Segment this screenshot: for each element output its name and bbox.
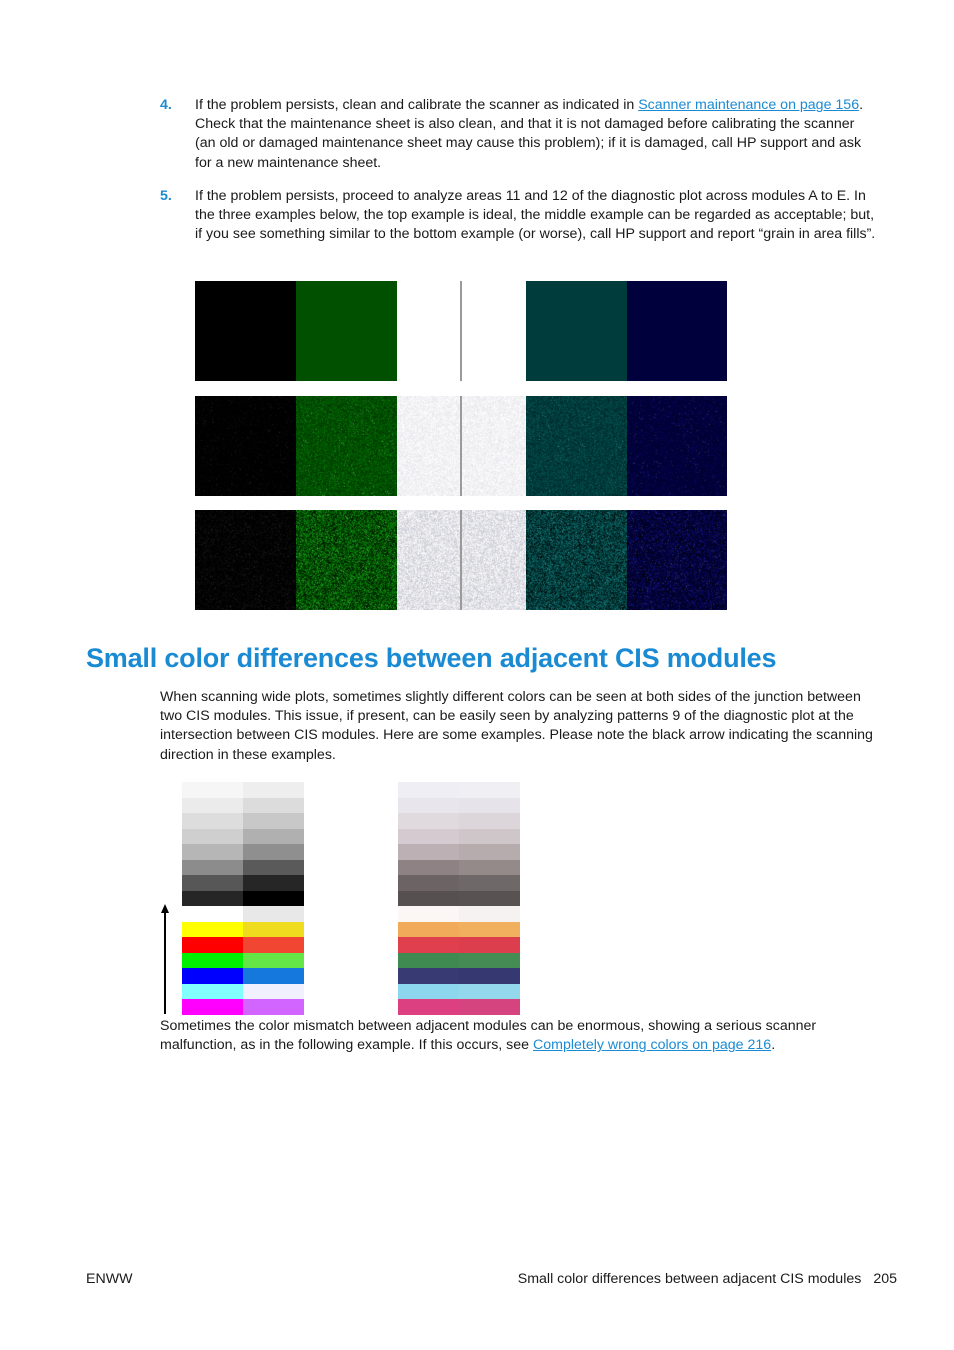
step-text-end: . Check that the maintenance sheet is also clean, and that it is not damaged before calibrating the scanner (an old or damaged maintenance sheet may cause this problem); if it is damaged, call HP support and ask for a new maintenance sheet.: [195, 97, 864, 171]
color-patch: [182, 906, 243, 922]
color-patch: [182, 782, 243, 798]
scan-direction-arrow-icon: [160, 904, 170, 1014]
grain-square: [397, 510, 461, 610]
outro-text-start: Sometimes the color mismatch between adjacent modules can be enormous, showing a serious scanner malfunction, as in the following example. If this occurs, see: [160, 1018, 817, 1054]
color-patch: [182, 968, 243, 984]
step-text-start: If the problem persists, clean and calibrate the scanner as indicated in: [195, 97, 639, 113]
color-patch: [459, 829, 520, 845]
color-patch: [398, 999, 459, 1015]
color-patch: [243, 906, 304, 922]
color-patch: [398, 782, 459, 798]
grain-square: [627, 396, 727, 496]
color-strip-right: [398, 780, 520, 1013]
page-number: 205: [873, 1271, 897, 1287]
grain-square: [195, 281, 296, 381]
color-patch: [182, 922, 243, 938]
grain-square: [397, 281, 461, 381]
color-patch: [243, 798, 304, 814]
color-patch: [459, 798, 520, 814]
color-patch: [459, 782, 520, 798]
module-seam: [460, 396, 462, 496]
color-patch: [243, 984, 304, 1000]
color-patch: [243, 829, 304, 845]
color-patch: [398, 937, 459, 953]
grain-square: [195, 396, 296, 496]
color-patch: [182, 891, 243, 907]
grain-square: [526, 396, 627, 496]
footer-section-title: Small color differences between adjacent CIS modules: [517, 1271, 862, 1287]
color-patch: [398, 844, 459, 860]
color-strips-figure: [160, 780, 520, 1016]
grain-square: [461, 510, 526, 610]
footer-right: [518, 1270, 897, 1289]
grain-square: [397, 396, 461, 496]
step-text: [195, 96, 876, 173]
grain-square: [461, 396, 526, 496]
color-patch: [459, 860, 520, 876]
color-patch: [459, 953, 520, 969]
color-patch: [182, 829, 243, 845]
grain-square: [296, 281, 397, 381]
section-title: Small color differences between adjacent CIS modules: [86, 643, 777, 673]
color-patch: [243, 782, 304, 798]
section-intro: When scanning wide plots, sometimes slightly different colors can be seen at both sides of the junction between two CIS modules. This issue, if present, can be easily seen by analyzing patterns 9 of the diagnostic plot at the intersection between CIS modules. Here are some examples. Please note the black arrow indicating the scanning direction in these examples.: [160, 689, 873, 763]
color-patch: [182, 953, 243, 969]
color-patch: [243, 875, 304, 891]
color-patch: [459, 891, 520, 907]
module-seam: [460, 281, 462, 381]
color-patch: [459, 813, 520, 829]
grain-row-unacceptable: [195, 510, 726, 610]
color-patch: [243, 860, 304, 876]
color-patch: [398, 875, 459, 891]
grain-row-acceptable: [195, 396, 726, 496]
section-outro: [160, 1017, 876, 1055]
color-patch: [182, 844, 243, 860]
grain-examples-figure: [195, 281, 726, 610]
grain-row-ideal: [195, 281, 726, 381]
step-number: 5.: [160, 188, 172, 204]
color-patch: [459, 906, 520, 922]
scanner-maintenance-link[interactable]: Scanner maintenance on page 156: [638, 97, 860, 113]
color-patch: [398, 906, 459, 922]
grain-square: [195, 510, 296, 610]
color-patch: [243, 922, 304, 938]
color-patch: [182, 798, 243, 814]
color-patch: [243, 891, 304, 907]
color-patch: [459, 922, 520, 938]
color-patch: [182, 984, 243, 1000]
color-patch: [459, 984, 520, 1000]
color-patch: [182, 860, 243, 876]
step-number: 4.: [160, 97, 172, 113]
color-patch: [459, 875, 520, 891]
color-patch: [182, 813, 243, 829]
grain-square: [627, 281, 727, 381]
grain-square: [526, 281, 627, 381]
color-patch: [182, 937, 243, 953]
color-patch: [243, 813, 304, 829]
color-patch: [459, 999, 520, 1015]
color-strip-left: [182, 780, 304, 1013]
color-patch: [459, 937, 520, 953]
outro-text-end: .: [771, 1037, 776, 1054]
color-patch: [398, 829, 459, 845]
grain-square: [526, 510, 627, 610]
grain-square: [296, 510, 397, 610]
color-patch: [459, 844, 520, 860]
color-patch: [243, 937, 304, 953]
color-patch: [243, 844, 304, 860]
footer-left: ENWW: [86, 1271, 133, 1287]
color-patch: [459, 968, 520, 984]
color-patch: [398, 891, 459, 907]
color-patch: [243, 953, 304, 969]
color-patch: [398, 968, 459, 984]
grain-square: [627, 510, 727, 610]
grain-square: [461, 281, 526, 381]
step-text: If the problem persists, proceed to analyze areas 11 and 12 of the diagnostic plot across modules A to E. In the three examples below, the top example is ideal, the middle example can be regarded as acceptable; but, if you see something similar to the bottom example (or worse), call HP support and report “grain in area fills”.: [195, 188, 876, 243]
grain-square: [296, 396, 397, 496]
color-patch: [398, 860, 459, 876]
color-patch: [398, 984, 459, 1000]
color-patch: [182, 875, 243, 891]
color-patch: [243, 999, 304, 1015]
color-patch: [398, 922, 459, 938]
color-patch: [398, 813, 459, 829]
color-patch: [398, 798, 459, 814]
color-patch: [243, 968, 304, 984]
wrong-colors-link[interactable]: Completely wrong colors on page 216: [533, 1037, 772, 1054]
module-seam: [460, 510, 462, 610]
color-patch: [398, 953, 459, 969]
color-patch: [182, 999, 243, 1015]
